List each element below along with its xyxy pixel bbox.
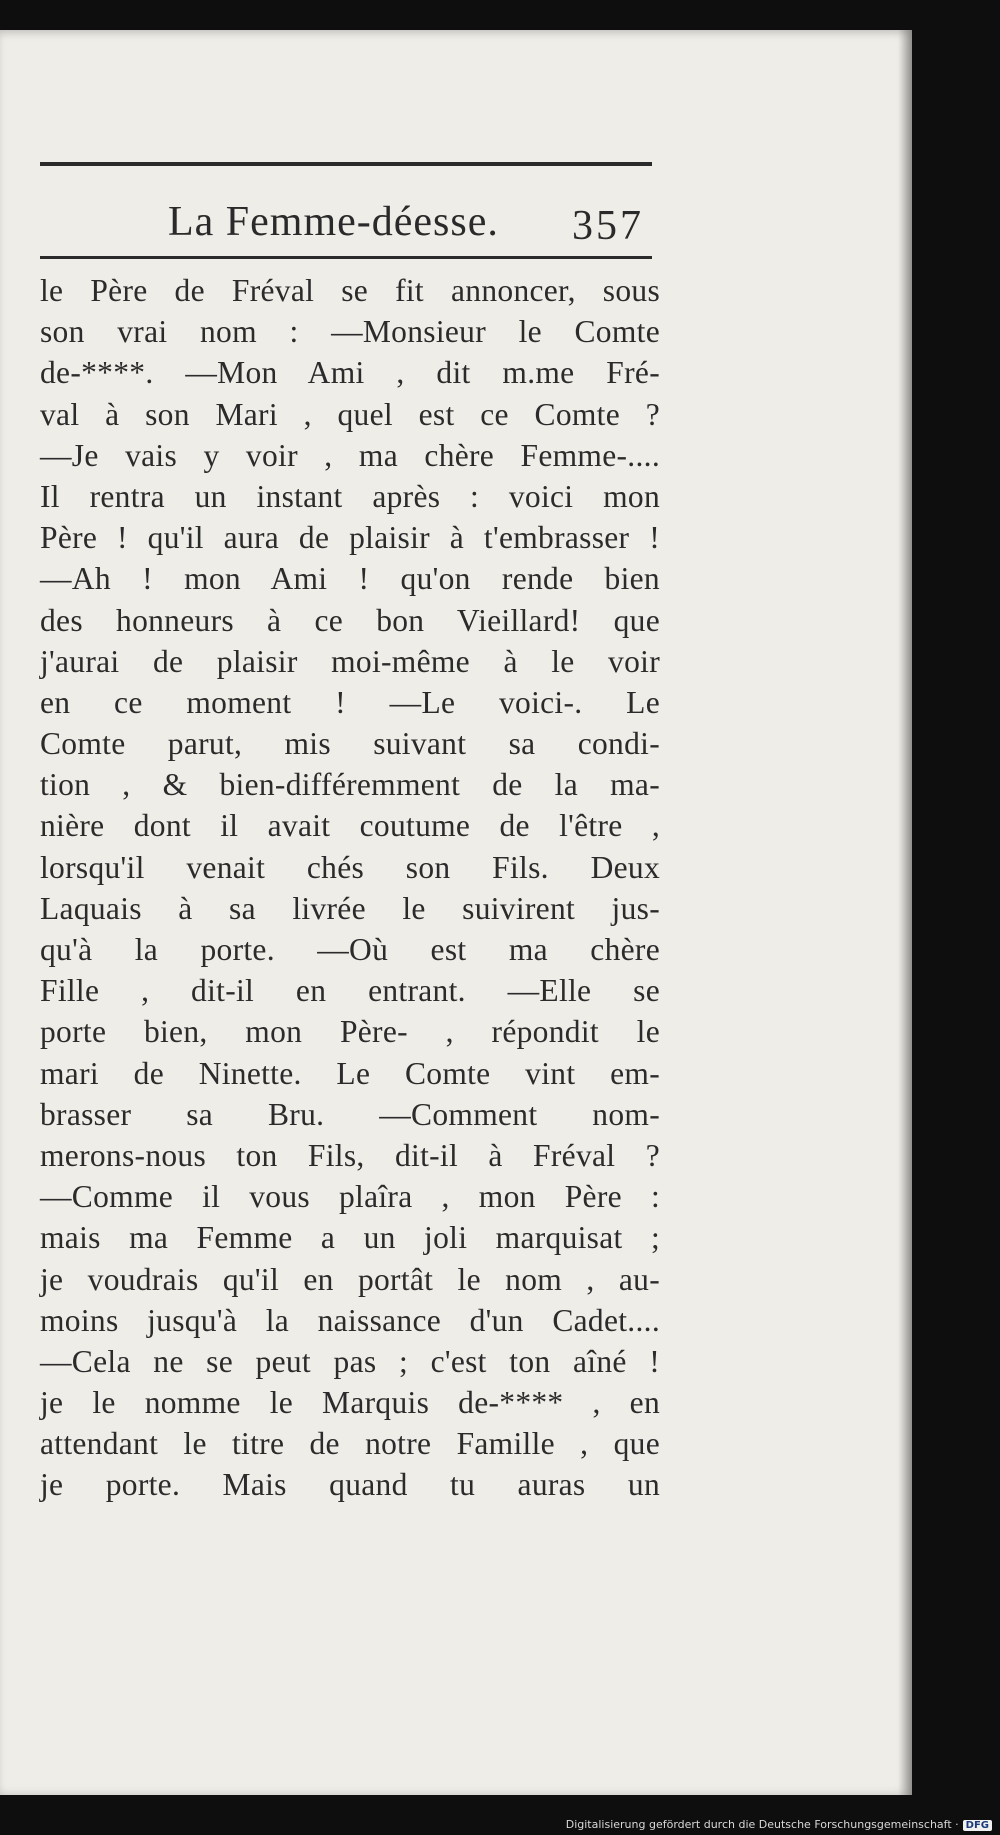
header-rule-top	[40, 162, 652, 166]
text-line: merons-nous ton Fils, dit-il à Fréval ?	[40, 1137, 660, 1173]
text-line: le Père de Fréval se fit annoncer, sous	[40, 273, 660, 308]
page-number: 357	[572, 203, 644, 249]
text-line: Fille , dit-il en entrant. —Elle se	[40, 973, 660, 1009]
page-edge-shadow	[898, 30, 912, 1795]
text-line: j'aurai de plaisir moi-même à le voir	[40, 643, 660, 679]
text-line: son vrai nom : —Monsieur le Comte	[40, 314, 660, 350]
text-line: —Comme il vous plaîra , mon Père :	[40, 1179, 660, 1215]
text-line: —Ah ! mon Ami ! qu'on rende bien	[40, 561, 660, 597]
text-line: porte bien, mon Père- , répondit le	[40, 1014, 660, 1050]
text-line: —Cela ne se peut pas ; c'est ton aîné !	[40, 1343, 660, 1379]
credit-text: Digitalisierung gefördert durch die Deutsche Forschungsgemeinschaft ·	[565, 1818, 959, 1831]
book-page	[0, 30, 912, 1795]
running-title: La Femme-déesse.	[168, 199, 499, 245]
text-line: attendant le titre de notre Famille , que	[40, 1426, 660, 1462]
body-text	[40, 270, 660, 1506]
text-line: nière dont il avait coutume de l'être ,	[40, 808, 660, 844]
text-line: Père ! qu'il aura de plaisir à t'embrasser !	[40, 520, 660, 556]
text-line: des honneurs à ce bon Vieillard! que	[40, 602, 660, 638]
text-line: —Je vais y voir , ma chère Femme-....	[40, 437, 660, 473]
header-rule-bottom	[40, 256, 652, 259]
text-line: je voudrais qu'il en portât le nom , au-	[40, 1261, 660, 1297]
text-line: en ce moment ! —Le voici-. Le	[40, 684, 660, 720]
text-line: Comte parut, mis suivant sa condi-	[40, 726, 660, 762]
digitization-credit	[566, 1818, 992, 1831]
text-line: Il rentra un instant après : voici mon	[40, 478, 660, 514]
text-line: lorsqu'il venait chés son Fils. Deux	[40, 849, 660, 885]
text-line: moins jusqu'à la naissance d'un Cadet....	[40, 1302, 660, 1338]
text-line: brasser sa Bru. —Comment nom-	[40, 1096, 660, 1132]
text-line: je le nomme le Marquis de-**** , en	[40, 1385, 660, 1421]
text-line: Laquais à sa livrée le suivirent jus-	[40, 890, 660, 926]
dfg-logo: DFG	[963, 1820, 992, 1831]
text-line: tion , & bien-différemment de la ma-	[40, 767, 660, 803]
text-line: je porte. Mais quand tu auras un	[40, 1467, 660, 1503]
page-header	[40, 172, 652, 252]
text-line: mari de Ninette. Le Comte vint em-	[40, 1055, 660, 1091]
text-line: val à son Mari , quel est ce Comte ?	[40, 396, 660, 432]
text-line: mais ma Femme a un joli marquisat ;	[40, 1220, 660, 1256]
text-line: de-****. —Mon Ami , dit m.me Fré-	[40, 355, 660, 391]
text-line: qu'à la porte. —Où est ma chère	[40, 932, 660, 967]
